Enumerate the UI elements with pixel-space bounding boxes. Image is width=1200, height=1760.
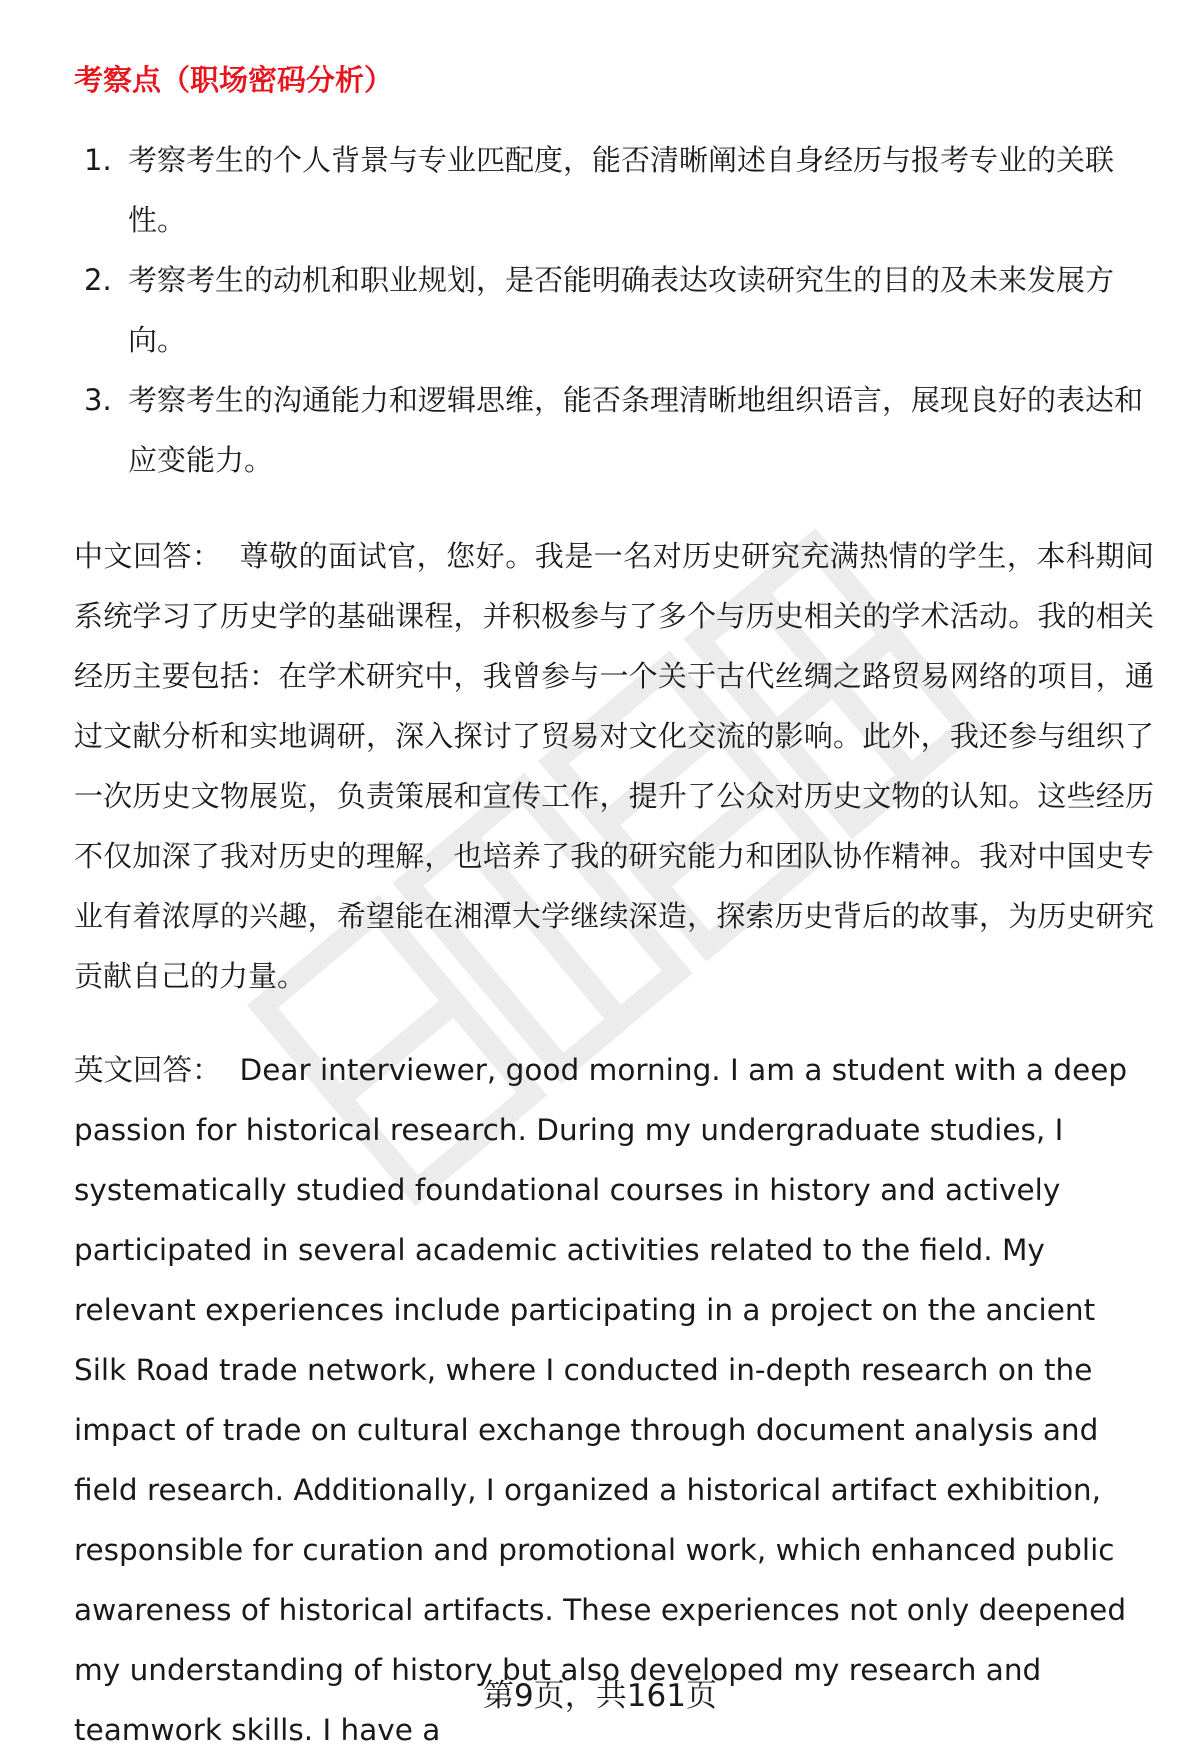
english-answer-paragraph (74, 1040, 1154, 1760)
chinese-answer-paragraph (74, 526, 1154, 1006)
section-title: 考察点（职场密码分析） (74, 63, 394, 97)
assessment-points-list (74, 130, 1154, 490)
list-item-number: 1. (84, 143, 112, 177)
list-item-text: 考察考生的沟通能力和逻辑思维，能否条理清晰地组织语言，展现良好的表达和应变能力。 (128, 383, 1144, 477)
english-answer-label: 英文回答： (74, 1053, 222, 1087)
list-item-text: 考察考生的动机和职业规划，是否能明确表达攻读研究生的目的及未来发展方向。 (128, 263, 1115, 357)
english-answer-text: Dear interviewer, good morning. I am a student with a deep passion for historical research. During my undergraduate studies, I systematically studied foundational courses in history and actively participated in several academic activities related to the field. My relevant experiences include participating in a project on the ancient Silk Road trade network, where I conducted in-depth research on the impact of trade on cultural exchange through document analysis and field research. Additionally, I organized a historical artifact exhibition, responsible for curation and promotional work, which enhanced public awareness of historical artifacts. These experiences not only deepened my understanding of history but also developed my research and teamwork skills. I have a (74, 1053, 1128, 1747)
list-item-text: 考察考生的个人背景与专业匹配度，能否清晰阐述自身经历与报考专业的关联性。 (128, 143, 1115, 237)
list-item (74, 130, 1146, 250)
chinese-answer-label: 中文回答： (74, 539, 222, 573)
list-item-number: 2. (84, 263, 112, 297)
list-item-number: 3. (84, 383, 112, 417)
list-item (74, 250, 1146, 370)
page-number-footer: 第9页，共161页 (483, 1678, 717, 1714)
list-item (74, 370, 1146, 490)
page-content (74, 58, 1154, 1760)
chinese-answer-text: 尊敬的面试官，您好。我是一名对历史研究充满热情的学生，本科期间系统学习了历史学的基础课程，并积极参与了多个与历史相关的学术活动。我的相关经历主要包括：在学术研究中，我曾参与一个关于古代丝绸之路贸易网络的项目，通过文献分析和实地调研，深入探讨了贸易对文化交流的影响。此外，我还参与组织了一次历史文物展览，负责策展和宣传工作，提升了公众对历史文物的认知。这些经历不仅加深了我对历史的理解，也培养了我的研究能力和团队协作精神。我对中国史专业有着浓厚的兴趣，希望能在湘潭大学继续深造，探索历史背后的故事，为历史研究贡献自己的力量。 (74, 539, 1154, 993)
